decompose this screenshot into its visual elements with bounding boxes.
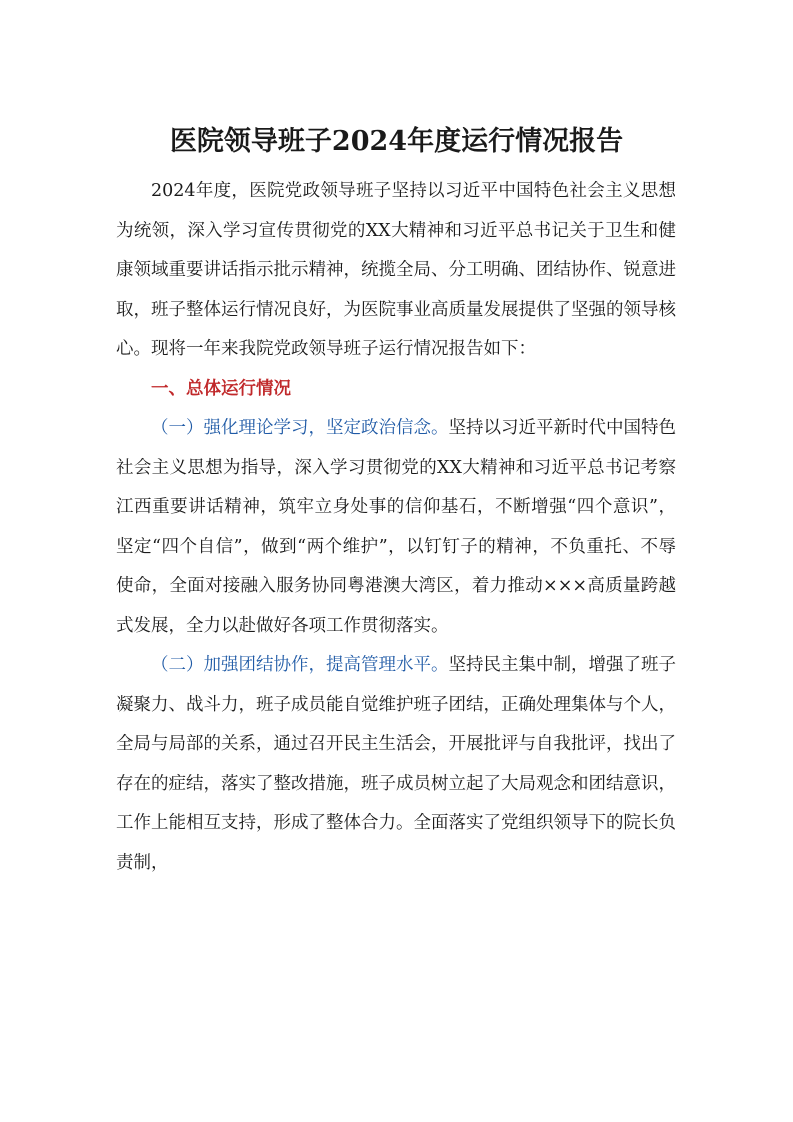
subheading-theory-study: （一）强化理论学习，坚定政治信念。 — [151, 418, 449, 438]
paragraph-unity — [116, 646, 676, 883]
paragraph-theory-study — [116, 409, 676, 646]
paragraph-text: 坚持以习近平新时代中国特色社会主义思想为指导，深入学习贯彻党的XX大精神和习近平总书记考察江西重要讲话精神，筑牢立身处事的信仰基石，不断增强“四个意识”，坚定“四个自信”，做到“两个维护”，以钉钉子的精神，不负重托、不辱使命，全面对接融入服务协同粤港澳大湾区，着力推动×××高质量跨越式发展，全力以赴做好各项工作贯彻落实。 — [116, 418, 676, 636]
paragraph-text: 坚持民主集中制，增强了班子凝聚力、战斗力，班子成员能自觉维护班子团结，正确处理集体与个人，全局与局部的关系，通过召开民主生活会，开展批评与自我批评，找出了存在的症结，落实了整改措施，班子成员树立起了大局观念和团结意识，工作上能相互支持，形成了整体合力。全面落实了党组织领导下的院长负责制， — [116, 655, 676, 873]
document-body — [116, 172, 676, 883]
subheading-unity: （二）加强团结协作，提高管理水平。 — [151, 655, 449, 675]
document-title: 医院领导班子2024年度运行情况报告 — [169, 126, 624, 157]
section-heading-overall: 一、总体运行情况 — [151, 378, 291, 399]
intro-paragraph: 2024年度，医院党政领导班子坚持以习近平中国特色社会主义思想为统领，深入学习宣传贯彻党的XX大精神和习近平总书记关于卫生和健康领域重要讲话指示批示精神，统揽全局、分工明确、团结协作、锐意进取，班子整体运行情况良好，为医院事业高质量发展提供了坚强的领导核心。现将一年来我院党政领导班子运行情况报告如下： — [116, 181, 676, 359]
